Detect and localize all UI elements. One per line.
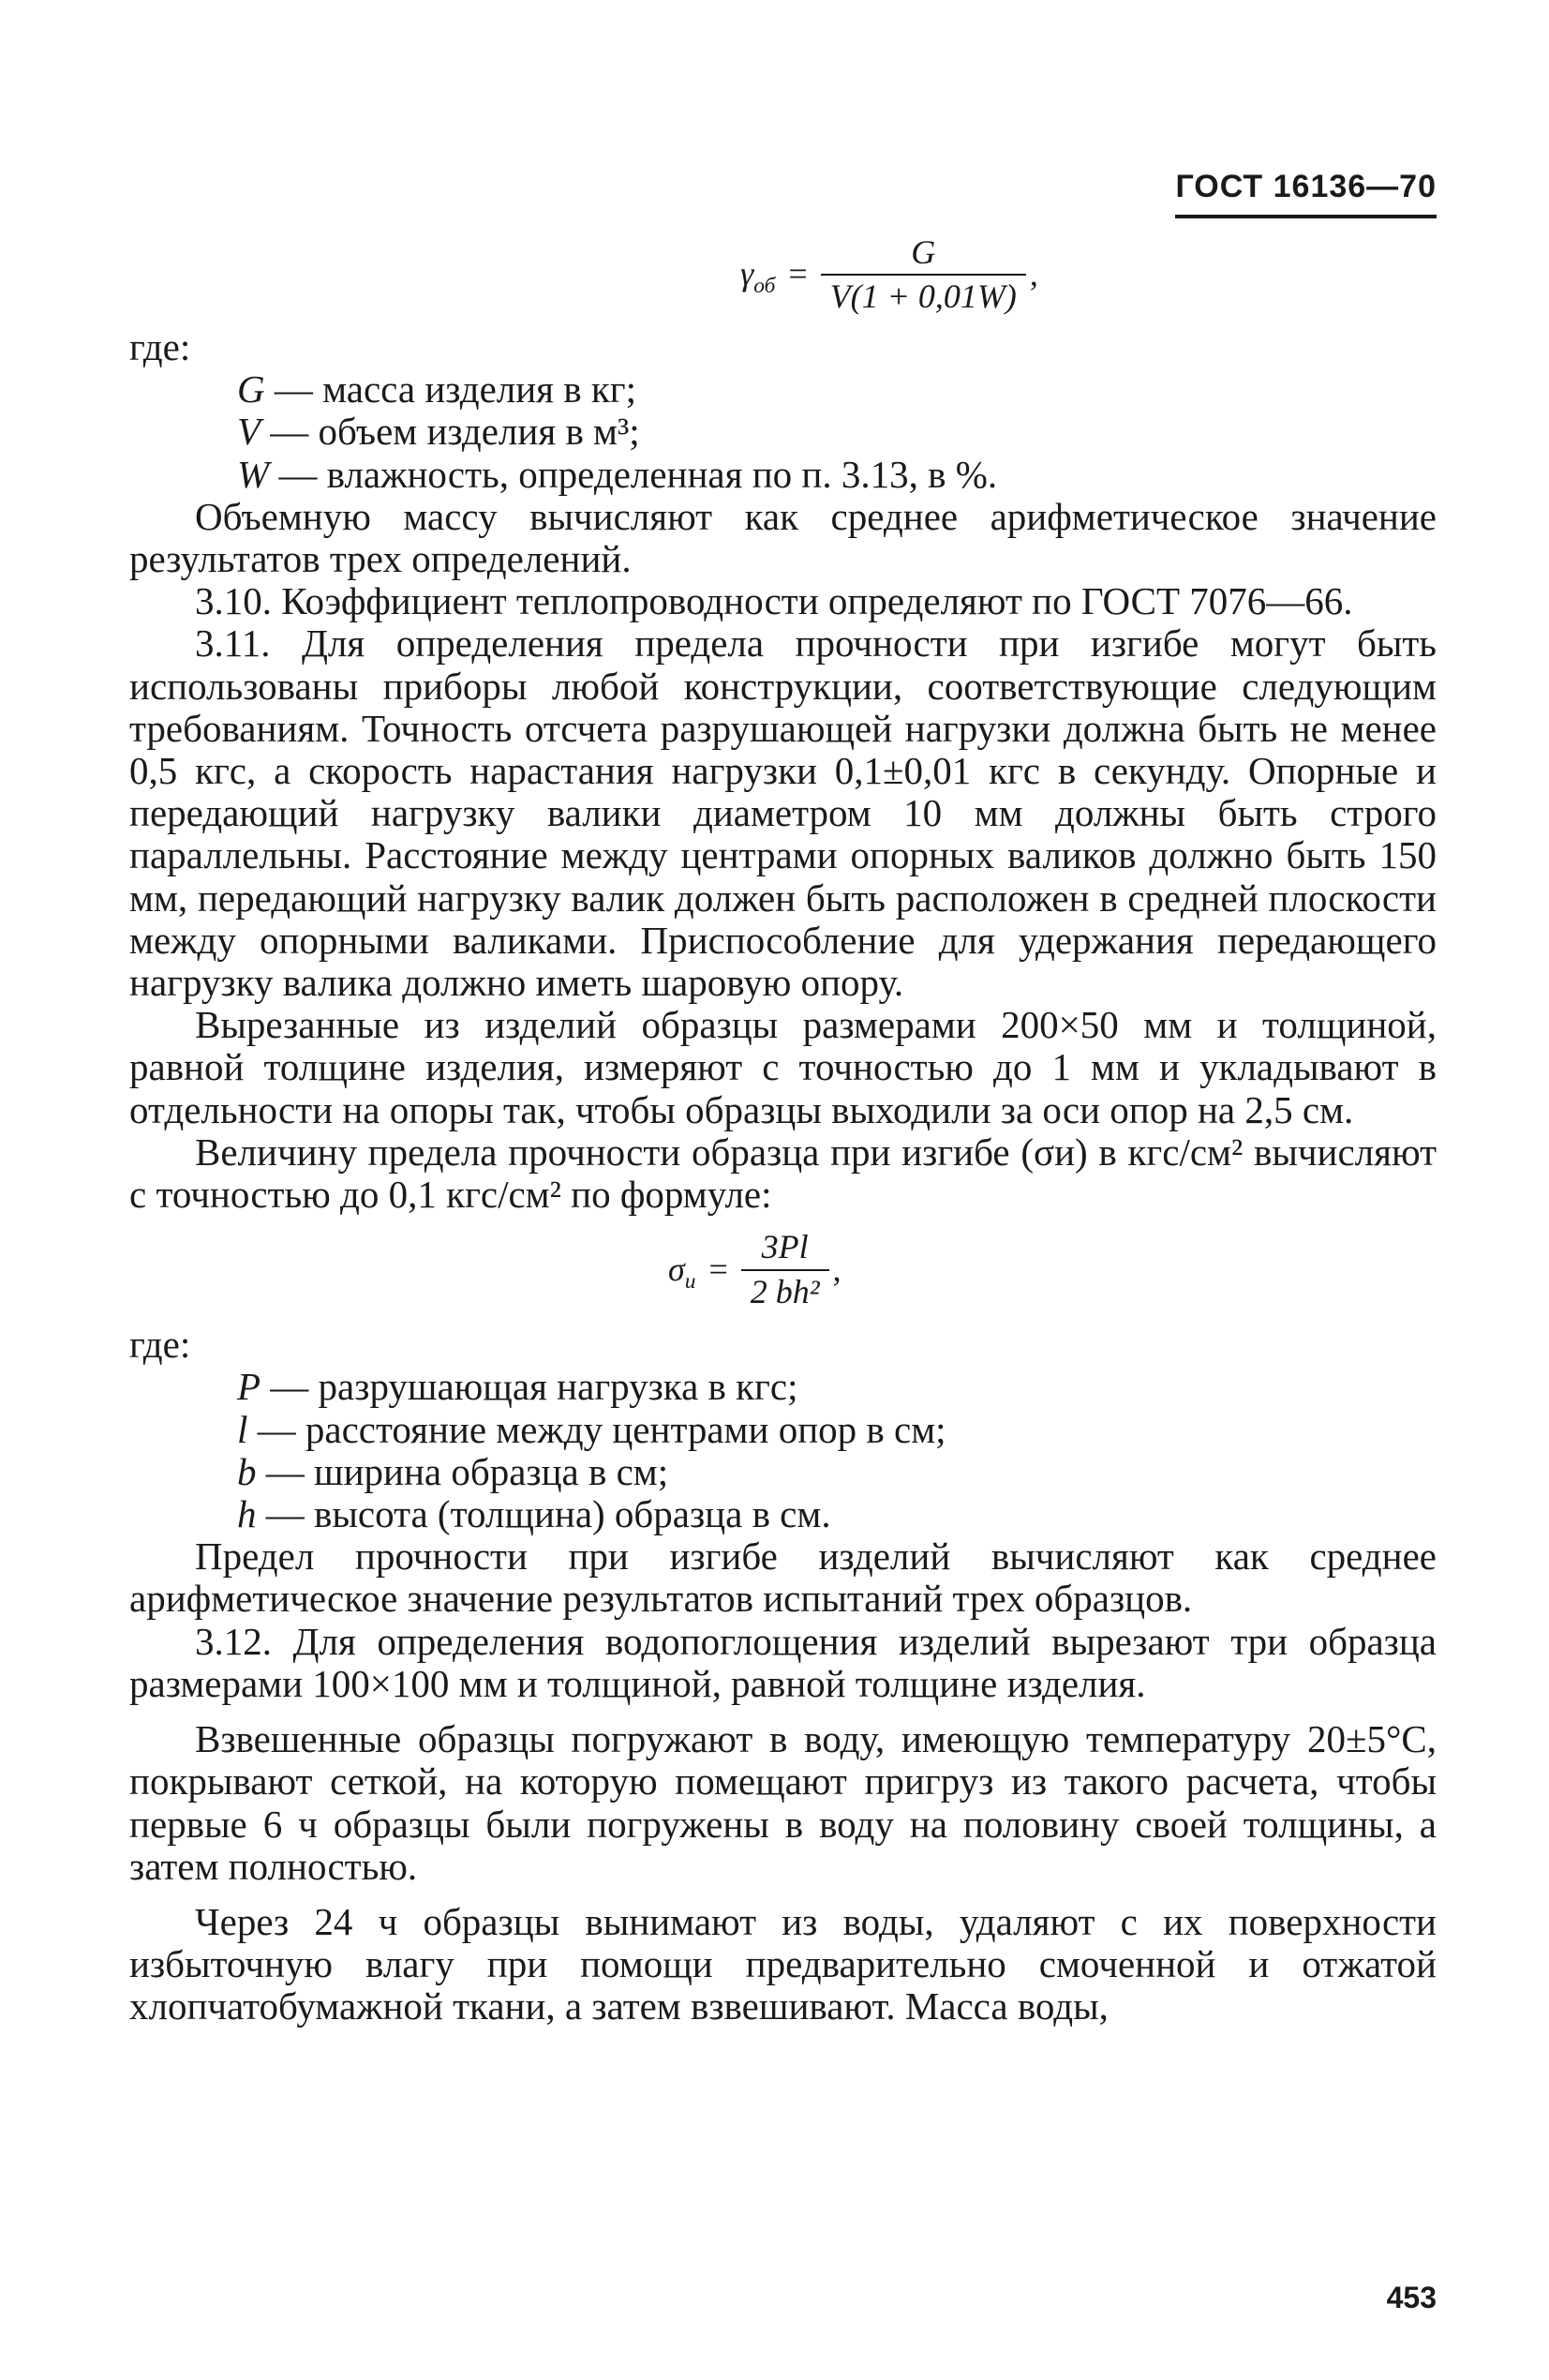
equals-sign: = bbox=[788, 255, 808, 293]
fraction-denominator: 2 bh² bbox=[741, 1269, 829, 1311]
paragraph: Объемную массу вычисляют как среднее арифметическое значение результатов трех определений. bbox=[129, 494, 1437, 581]
formula-volumetric-mass bbox=[740, 223, 1437, 326]
definition-item bbox=[237, 1366, 1437, 1408]
paragraph: Величину предела прочности образца при изгибе (σи) в кгс/см² вычисляют с точностью до 0,1 кгс/см² по формуле: bbox=[129, 1130, 1437, 1217]
formula-lhs-symbol: σ bbox=[668, 1250, 685, 1289]
paragraph: 3.10. Коэффициент теплопроводности определяют по ГОСТ 7076—66. bbox=[195, 579, 1353, 623]
definition-item bbox=[237, 1409, 1437, 1451]
where-label: где: bbox=[129, 1323, 191, 1367]
definition-item bbox=[237, 1451, 1437, 1493]
definition-text: — разрушающая нагрузка в кгс; bbox=[261, 1365, 798, 1409]
fraction-denominator: V(1 + 0,01W) bbox=[821, 274, 1026, 316]
definition-symbol: b bbox=[237, 1449, 257, 1493]
formula-fraction bbox=[741, 1228, 829, 1311]
document-body bbox=[129, 232, 1437, 2028]
document-page bbox=[129, 169, 1437, 2315]
formula-lhs bbox=[668, 1249, 696, 1295]
where-label: где: bbox=[129, 325, 191, 368]
definition-text: — высота (толщина) образца в см. bbox=[256, 1492, 831, 1536]
definition-item bbox=[237, 1493, 1437, 1535]
page-number: 453 bbox=[1386, 2281, 1437, 2314]
paragraph: 3.11. Для определения предела прочности при изгибе могут быть использованы приборы любой конструкции, соответствующие следующим требованиям. Точность отсчета разрушающей нагрузки должна быть не менее 0,5 кгс, а скорость нарастания нагрузки 0,1±0,01 кгс в секунду. Опорные и передающий нагрузку валики диаметром 10 мм должны быть строго параллельны. Расстояние между центрами опорных валиков должно быть 150 мм, передающий нагрузку валик должен быть расположен в средней плоскости между опорными валиками. Приспособление для удержания передающего нагрузку валика должно иметь шаровую опору. bbox=[129, 621, 1437, 1005]
paragraph: Взвешенные образцы погружают в воду, имеющую температуру 20±5°С, покрывают сеткой, на которую помещают пригруз из такого расчета, чтобы первые 6 ч образцы были погружены в воду на половину своей толщины, а затем полностью. bbox=[129, 1717, 1437, 1888]
fraction-numerator: 3Pl bbox=[761, 1228, 809, 1266]
formula-comma: , bbox=[1029, 255, 1038, 293]
definition-text: — влажность, определенная по п. 3.13, в %. bbox=[269, 452, 998, 496]
paragraph: Предел прочности при изгибе изделий вычисляют как среднее арифметическое значение результатов испытаний трех образцов. bbox=[129, 1534, 1437, 1621]
fraction-numerator: G bbox=[911, 232, 936, 271]
equals-sign: = bbox=[708, 1250, 728, 1289]
definition-symbol: l bbox=[237, 1407, 248, 1451]
definition-symbol: P bbox=[237, 1365, 261, 1409]
formula-lhs-symbol: γ bbox=[740, 255, 754, 293]
formula-lhs-subscript: и bbox=[684, 1269, 696, 1295]
formula-bending-strength bbox=[668, 1216, 1437, 1324]
formula-comma: , bbox=[832, 1250, 842, 1289]
definition-symbol: h bbox=[237, 1492, 257, 1536]
definition-text: — масса изделия в кг; bbox=[264, 367, 637, 412]
paragraph: Через 24 ч образцы вынимают из воды, удаляют с их поверхности избыточную влагу при помощи предварительно смоченной и отжатой хлопчатобумажной ткани, а затем взвешивают. Масса воды, bbox=[129, 1899, 1437, 2028]
definition-text: — ширина образца в см; bbox=[256, 1449, 669, 1493]
definition-symbol: V bbox=[237, 410, 261, 454]
definition-item bbox=[237, 368, 1437, 411]
definition-text: — расстояние между центрами опор в см; bbox=[247, 1407, 946, 1451]
definition-symbol: W bbox=[237, 452, 270, 496]
paragraph: 3.12. Для определения водопоглощения изделий вырезают три образца размерами 100×100 мм и толщиной, равной толщине изделия. bbox=[129, 1619, 1437, 1705]
definition-item bbox=[237, 454, 1437, 496]
formula-fraction bbox=[821, 233, 1026, 317]
standard-header: ГОСТ 16136—70 bbox=[1175, 169, 1437, 218]
formula-lhs bbox=[740, 253, 776, 299]
formula-lhs-subscript: об bbox=[753, 274, 776, 299]
paragraph: Вырезанные из изделий образцы размерами 200×50 мм и толщиной, равной толщине изделия, измеряют с точностью до 1 мм и укладывают в отдельности на опоры так, чтобы образцы выходили за оси опор на 2,5 см. bbox=[129, 1003, 1437, 1131]
definition-item bbox=[237, 411, 1437, 453]
definition-text: — объем изделия в м³; bbox=[261, 410, 640, 454]
definition-symbol: G bbox=[237, 367, 265, 412]
